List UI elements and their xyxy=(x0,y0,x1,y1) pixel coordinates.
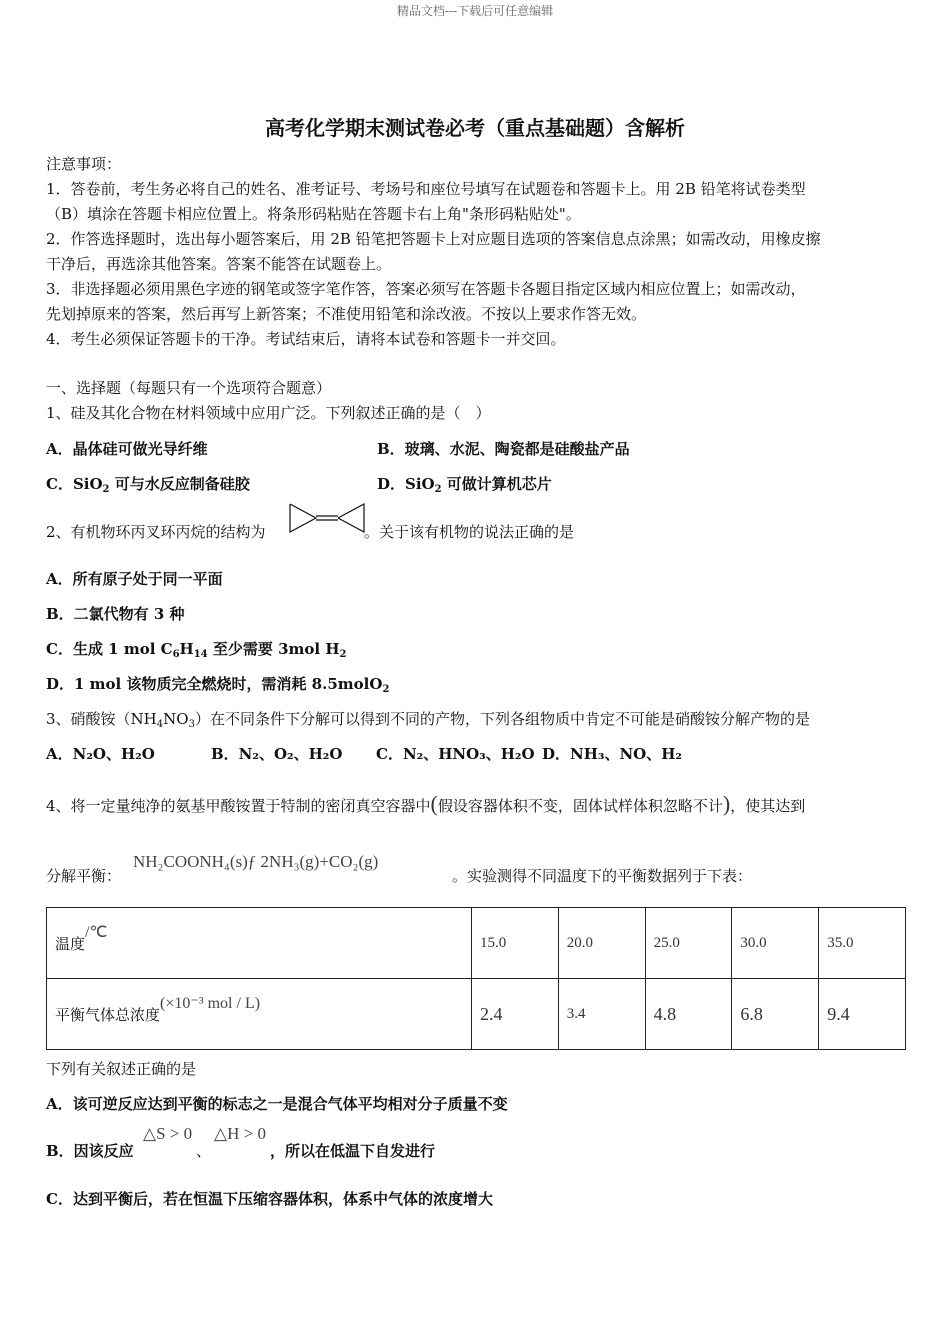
q1-option-a: A．晶体硅可做光导纤维 xyxy=(46,440,208,458)
q1-option-b: B．玻璃、水泥、陶瓷都是硅酸盐产品 xyxy=(377,440,630,458)
q4-option-b-start: B．因该反应 xyxy=(46,1142,134,1160)
q3-option-d: D．NH₃、NO、H₂ xyxy=(542,745,682,763)
q4-option-b-separator: 、 xyxy=(196,1142,212,1160)
temperature-label-cell: 温度/℃ xyxy=(47,908,472,979)
notice-line-6: 先划掉原来的答案，然后再写上新答案；不准使用铅笔和涂改液。不按以上要求作答无效。 xyxy=(46,305,647,323)
q2-option-c: C．生成 1 mol $C_6H_{14}$ 至少需要 3mol $H_2$ xyxy=(46,640,347,660)
document-title: 高考化学期末测试卷必考（重点基础题）含解析 xyxy=(265,116,685,140)
concentration-cell: 6.8 xyxy=(732,979,819,1050)
q4-equation: NH₂COONH₄(s)ƒ 2NH₃(g)+CO₂(g) xyxy=(133,852,379,871)
concentration-cell: 4.8 xyxy=(645,979,732,1050)
q2-option-b: B．二氯代物有 3 种 xyxy=(46,605,185,623)
table-row xyxy=(47,908,906,979)
notice-line-7: 4．考生必须保证答题卡的干净。考试结束后，请将本试卷和答题卡一并交回。 xyxy=(46,330,566,348)
table-row xyxy=(47,979,906,1050)
q3-stem: 3、硝酸铵$(NH_4NO_3)$在不同条件下分解可以得到不同的产物，下列各组物质中肯定不可能是硝酸铵分解产物的是 xyxy=(46,710,810,730)
temperature-cell: 25.0 xyxy=(645,908,732,979)
q2-option-a: A．所有原子处于同一平面 xyxy=(46,570,223,588)
temperature-cell: 20.0 xyxy=(558,908,645,979)
notice-heading: 注意事项： xyxy=(46,155,122,173)
q3-option-a: A．N₂O、H₂O xyxy=(46,745,155,763)
cyclopropylidenecyclopropane-structure xyxy=(288,500,368,536)
notice-line-1: 1．答卷前，考生务必将自己的姓名、准考证号、考场号和座位号填写在试题卷和答题卡上。用 2B 铅笔将试卷类型 xyxy=(46,180,806,198)
q1-stem: 1、硅及其化合物在材料领域中应用广泛。下列叙述正确的是（ ） xyxy=(46,404,491,422)
concentration-cell: 3.4 xyxy=(558,979,645,1050)
q4-option-a: A．该可逆反应达到平衡的标志之一是混合气体平均相对分子质量不变 xyxy=(46,1095,508,1113)
notice-line-5: 3．非选择题必须用黑色字迹的钢笔或签字笔作答，答案必须写在答题卡各题目指定区域内相应位置上；如需改动， xyxy=(46,280,806,298)
temperature-cell: 30.0 xyxy=(732,908,819,979)
temperature-cell: 15.0 xyxy=(472,908,559,979)
q2-option-d: D．1 mol 该物质完全燃烧时，需消耗 8.5molO$_2$ xyxy=(46,675,390,695)
concentration-cell: 9.4 xyxy=(819,979,906,1050)
delta-s-expression: △S > 0 xyxy=(143,1124,193,1143)
q2-stem-start: 2、有机物环丙叉环丙烷的结构为 xyxy=(46,523,266,541)
q2-stem-end: 。关于该有机物的说法正确的是 xyxy=(364,523,575,541)
page-watermark: 精品文档---下载后可任意编辑 xyxy=(396,4,554,18)
q4-stem-line2-start: 分解平衡： xyxy=(46,867,122,885)
notice-line-3: 2．作答选择题时，选出每小题答案后，用 2B 铅笔把答题卡上对应题目选项的答案信息点涂黑；如需改动，用橡皮擦 xyxy=(46,230,821,248)
delta-h-expression: △H > 0 xyxy=(214,1124,266,1143)
notice-line-4: 干净后，再选涂其他答案。答案不能答在试题卷上。 xyxy=(46,255,392,273)
q4-stem: 4、将一定量纯净的氨基甲酸铵置于特制的密闭真空容器中(假设容器体积不变，固体试样体积忽略不计)，使其达到 xyxy=(46,791,806,816)
temperature-cell: 35.0 xyxy=(819,908,906,979)
section-heading: 一、选择题（每题只有一个选项符合题意） xyxy=(46,379,332,397)
concentration-label-cell: 平衡气体总浓度(×10⁻³ mol / L) xyxy=(47,979,472,1050)
equilibrium-data-table xyxy=(46,907,906,1050)
q3-option-b: B．N₂、O₂、H₂O xyxy=(211,745,343,763)
concentration-cell: 2.4 xyxy=(472,979,559,1050)
q4-stem-line2-end: 。实验测得不同温度下的平衡数据列于下表： xyxy=(452,867,753,885)
q1-option-d: D．SiO$_2$ 可做计算机芯片 xyxy=(377,475,552,495)
q4-question: 下列有关叙述正确的是 xyxy=(46,1060,197,1078)
notice-line-2: （B）填涂在答题卡相应位置上。将条形码粘贴在答题卡右上角"条形码粘贴处"。 xyxy=(46,205,581,223)
q3-option-c: C．N₂、HNO₃、H₂O xyxy=(376,745,535,763)
q1-option-c: C．SiO$_2$ 可与水反应制备硅胶 xyxy=(46,475,250,495)
q4-option-b-end: ，所以在低温下自发进行 xyxy=(270,1142,436,1160)
q4-option-c: C．达到平衡后，若在恒温下压缩容器体积，体系中气体的浓度增大 xyxy=(46,1190,493,1208)
